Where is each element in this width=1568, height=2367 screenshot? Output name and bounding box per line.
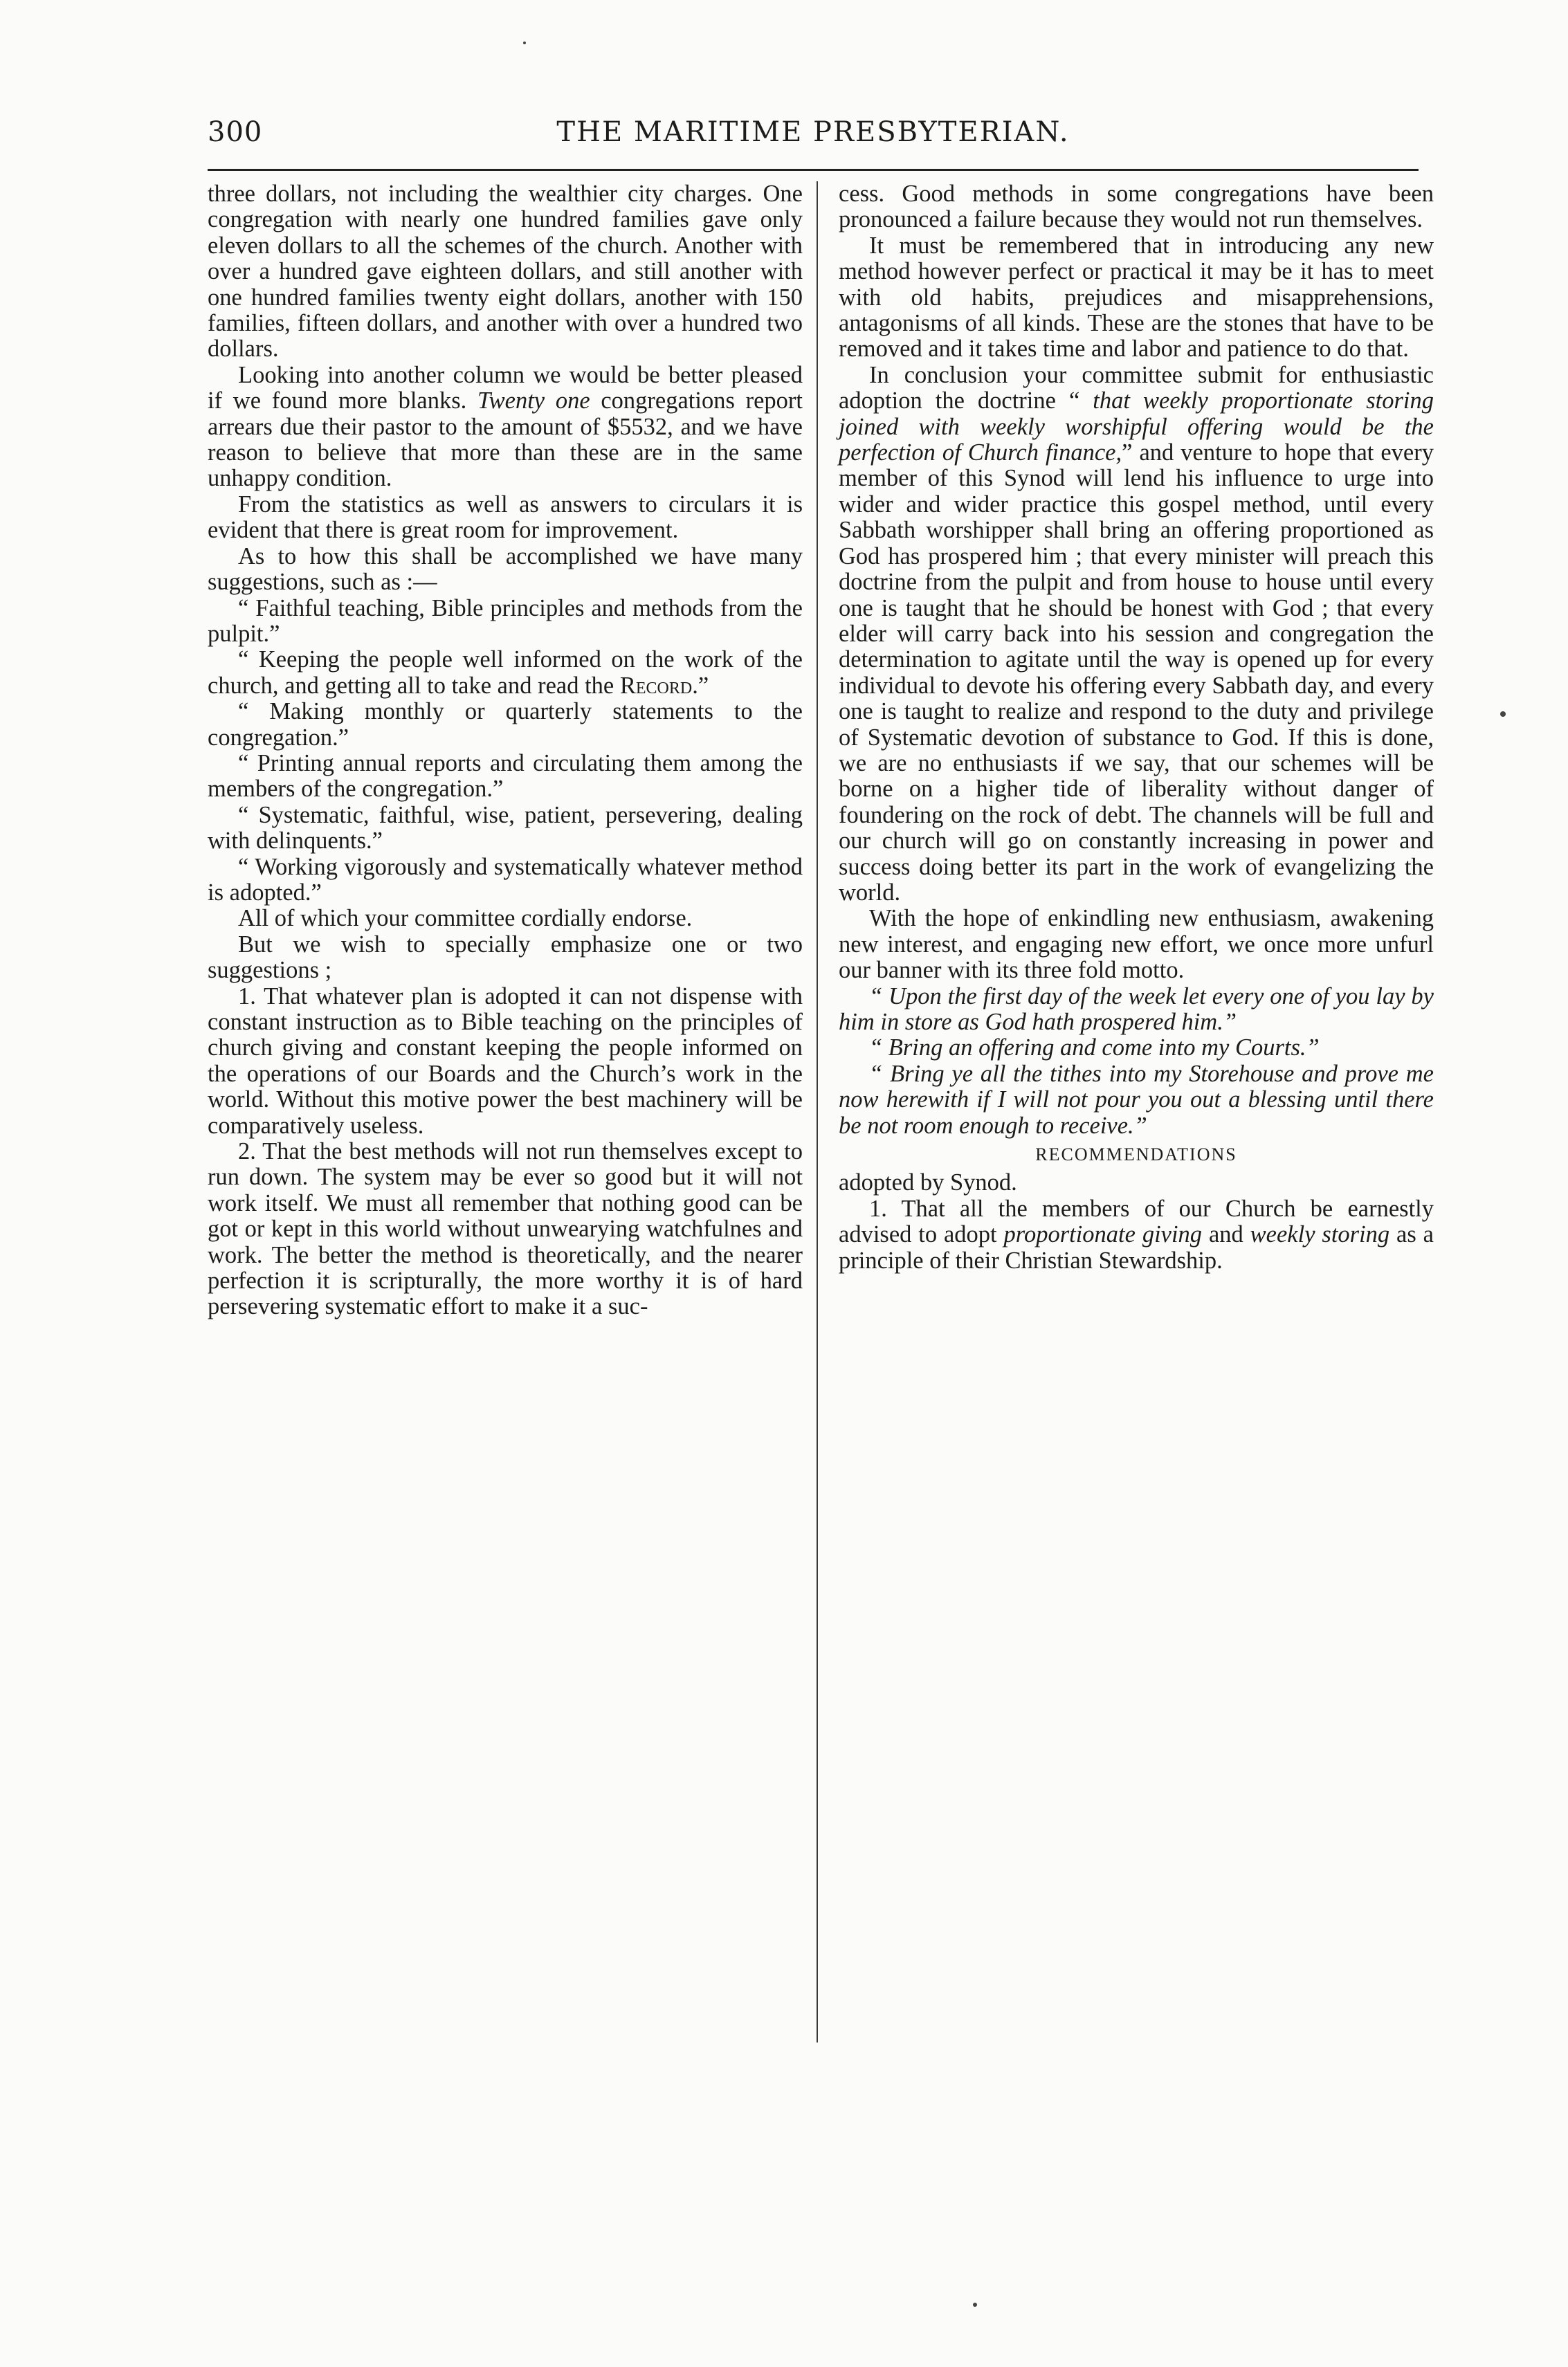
- emphasis-twenty-one: Twenty one: [477, 387, 590, 414]
- adopted-line: adopted by Synod.: [839, 1169, 1017, 1196]
- record-title: Record: [619, 672, 693, 699]
- suggestion-quote-2: “ Keeping the people well informed on the work of the church, and getting all to take and read the Record.”: [208, 646, 803, 699]
- left-paragraph-5: All of which your committee cordially endorse.: [238, 905, 693, 932]
- motto-1: “ Upon the first day of the week let every one of you lay by him in store as God hath prospered him.”: [839, 983, 1434, 1035]
- left-paragraph-6: But we wish to specially emphasize one or two suggestions ;: [208, 931, 803, 984]
- recommendation-1: 1. That all the members of our Church be earnestly advised to adopt proportionate giving and weekly storing as a principle of their Christian Stewardship.: [839, 1195, 1434, 1274]
- left-paragraph-2: Looking into another column we would be better pleased if we found more blanks. Twenty one congregations report arrears due their pastor to the amount of $5532, and we have reason to believe that more than these are in the same unhappy condition.: [208, 361, 803, 492]
- left-paragraph-8: 2. That the best methods will not run themselves except to run down. The system may be ever so good but it will not work itself. We must all remember that nothing good can be got or kept in this world without unwearying watchfulnes and work. The better the method is theoretically, and the nearer perfection it is scripturally, the more worthy it is of hard persevering systematic effort to make it a suc-: [208, 1138, 803, 1320]
- emphasis-proportionate-giving: proportionate giving: [1003, 1221, 1203, 1248]
- right-paragraph-2: It must be remembered that in introducing any new method however perfect or practical it may be it has to meet with old habits, prejudices and misapprehensions, antagonisms of all kinds. These are the stones that have to be removed and it takes time and labor and patience to do that.: [839, 232, 1434, 363]
- motto-2: “ Bring an offering and come into my Courts.”: [869, 1034, 1320, 1061]
- left-column: [208, 181, 803, 1320]
- page-header: [208, 116, 1419, 165]
- recommendations-heading: RECOMMENDATIONS: [1035, 1144, 1237, 1165]
- emphasis-weekly-storing: weekly storing: [1250, 1221, 1390, 1248]
- header-rule: [208, 169, 1419, 171]
- left-paragraph-3: From the statistics as well as answers to circulars it is evident that there is great room for improvement.: [208, 491, 803, 544]
- running-title: THE MARITIME PRESBYTERIAN.: [556, 116, 1070, 148]
- print-speck: [523, 42, 526, 44]
- right-paragraph-4: With the hope of enkindling new enthusiasm, awakening new interest, and engaging new effort, we once more unfurl our banner with its three fold motto.: [839, 905, 1434, 984]
- left-paragraph-7: 1. That whatever plan is adopted it can not dispense with constant instruction as to Bible teaching on the principles of church giving and constant keeping the people informed on the operations of our Boards and the Church’s work in the world. Without this motive power the best machinery will be comparatively useless.: [208, 983, 803, 1139]
- page-number: 300: [208, 116, 263, 148]
- right-paragraph-1: cess. Good methods in some congregations have been pronounced a failure because they would not run themselves.: [839, 181, 1434, 233]
- suggestion-quote-6: “ Working vigorously and systematically whatever method is adopted.”: [208, 853, 803, 906]
- motto-3: “ Bring ye all the tithes into my Storehouse and prove me now herewith if I will not pour you out a blessing until there be not room enough to receive.”: [839, 1060, 1434, 1139]
- column-divider: [817, 181, 818, 2042]
- left-paragraph-4: As to how this shall be accomplished we have many suggestions, such as :—: [208, 542, 803, 596]
- right-column: [839, 181, 1434, 1274]
- print-speck: [1500, 711, 1506, 717]
- suggestion-quote-4: “ Printing annual reports and circulating them among the members of the congregation.”: [208, 749, 803, 803]
- left-paragraph-1: three dollars, not including the wealthier city charges. One congregation with nearly one hundred families gave only eleven dollars to all the schemes of the church. Another with over a hundred gave eighteen dollars, and still another with one hundred families twenty eight dollars, another with 150 families, fifteen dollars, and another with over a hundred two dollars.: [208, 181, 803, 363]
- print-speck: [973, 2303, 977, 2307]
- suggestion-quote-1: “ Faithful teaching, Bible principles and methods from the pulpit.”: [208, 594, 803, 647]
- suggestion-quote-5: “ Systematic, faithful, wise, patient, persevering, dealing with delinquents.”: [208, 801, 803, 855]
- right-paragraph-3: In conclusion your committee submit for enthusiastic adoption the doctrine “ that weekly proportionate storing joined with weekly worshipful offering would be the perfection of Church finance,” and venture to hope that every member of this Synod will lend his influence to urge into wider and wider practice this gospel method, until every Sabbath worshipper shall bring an offering proportioned as God has prospered him ; that every minister will preach this doctrine from the pulpit and from house to house until every one is taught that he should be honest with God ; that every elder will carry back into his session and congregation the determination to agitate until the way is opened up for every individual to devote his offering every Sabbath day, and every one is taught to realize and respond to the duty and privilege of Systematic devotion of substance to God. If this is done, we are no enthusiasts if we say, that our schemes will be borne on a higher tide of liberality without danger of foundering on the rock of debt. The channels will be full and our church will go on constantly increasing in power and success doing better its part in the work of evangelizing the world.: [839, 361, 1434, 906]
- suggestion-quote-3: “ Making monthly or quarterly statements to the congregation.”: [208, 698, 803, 751]
- doctrine-emphasis: that weekly proportionate storing joined with weekly worshipful offering would be the perfection of Church finance,: [839, 387, 1434, 466]
